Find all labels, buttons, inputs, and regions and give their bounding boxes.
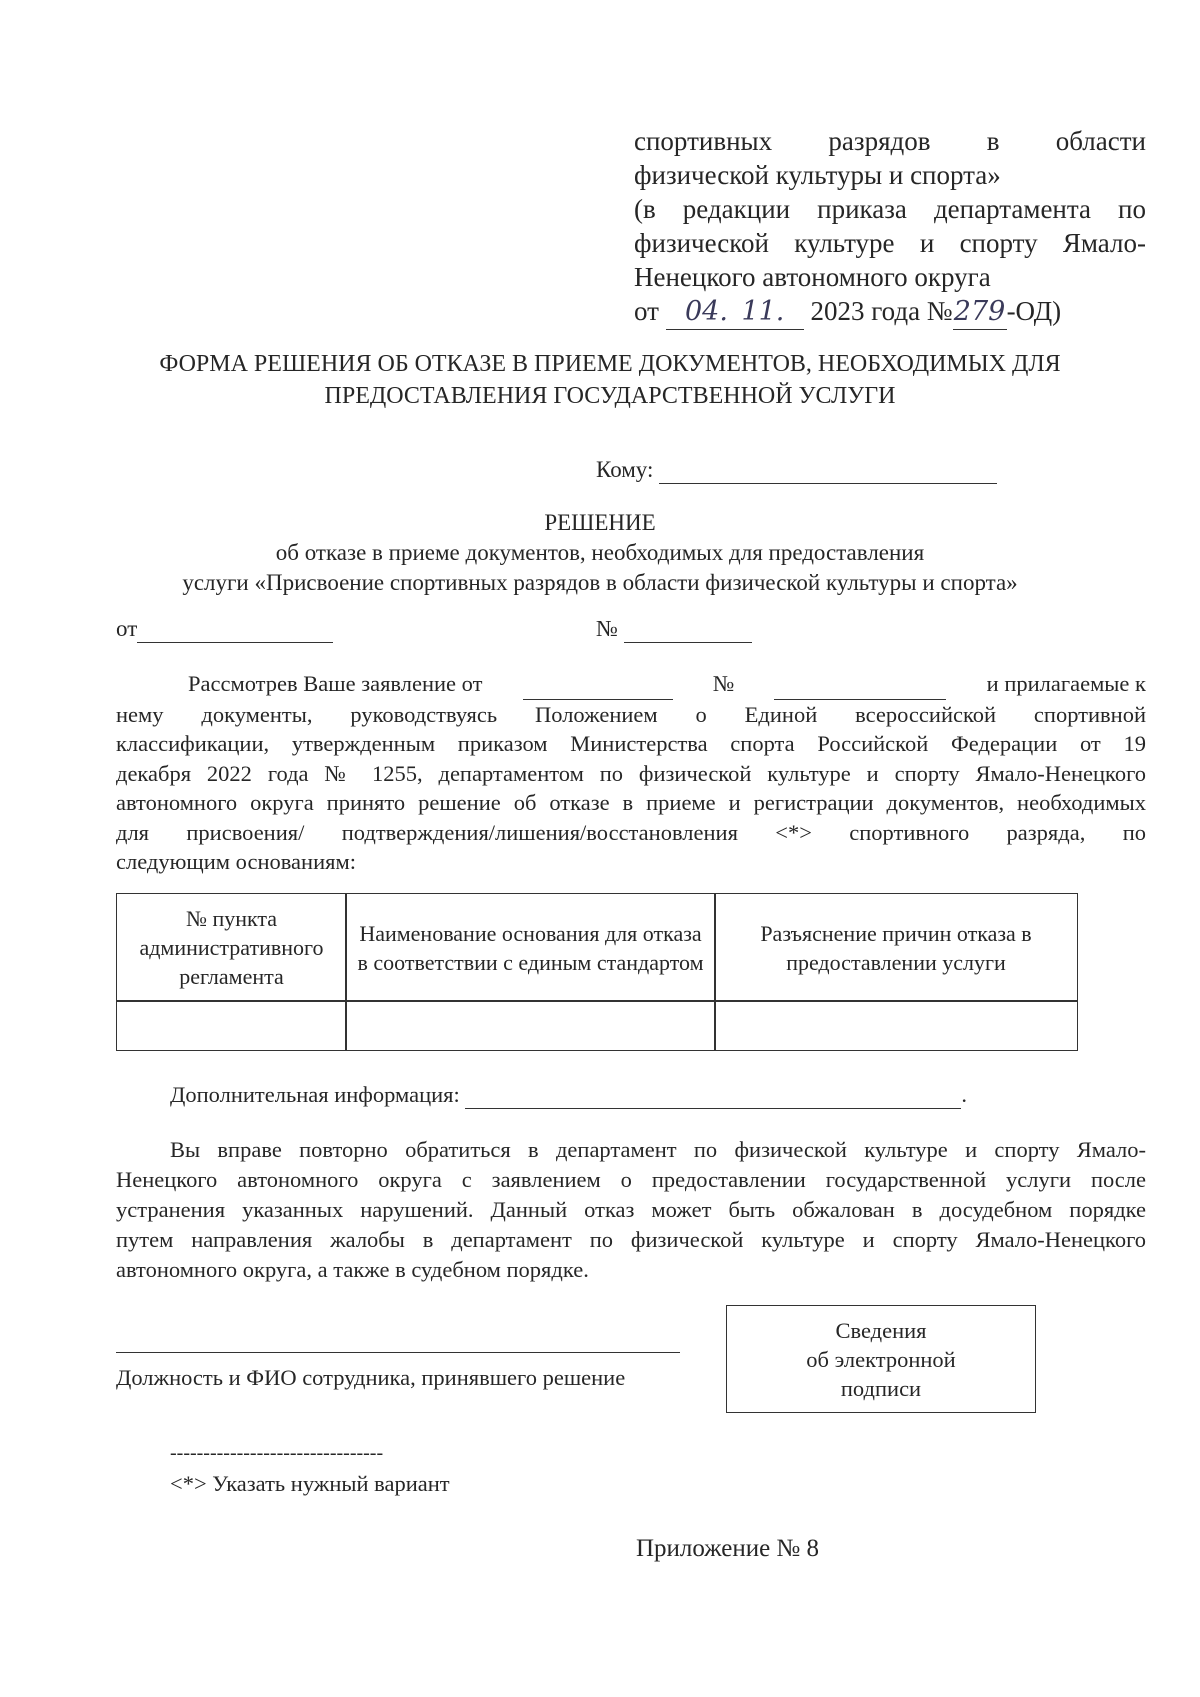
appeal-line: Вы вправе повторно обратиться в департамент по физической культуре и спорту Ямало-: [170, 1137, 1146, 1162]
footnote-separator: --------------------------------: [170, 1442, 384, 1464]
header-line: физической культуры и спорта»: [634, 160, 1001, 190]
additional-info-row: Дополнительная информация: .: [170, 1082, 968, 1107]
table-header-cell: Разъяснение причин отказа в предоставлении услуги: [760, 920, 1032, 975]
appeal-line: автономного округа, а также в судебном порядке.: [116, 1257, 589, 1282]
body-line: нему документы, руководствуясь Положением о Единой всероссийской спортивной: [116, 701, 1146, 727]
table-header-cell: Наименование основания для отказа в соответствии с единым стандартом: [357, 920, 704, 975]
header-line: (в редакции приказа департамента по: [634, 194, 1146, 224]
decision-number-row: №: [596, 616, 752, 643]
body-line: следующим основаниям:: [116, 849, 356, 874]
appeal-line: Ненецкого автономного округа с заявлением о предоставлении государственной услуги после: [116, 1167, 1146, 1192]
header-line: Ненецкого автономного округа: [634, 262, 991, 292]
additional-info-field: [465, 1082, 961, 1109]
recipient-field: [659, 457, 997, 484]
appeal-line: путем направления жалобы в департамент по физической культуре и спорту Ямало-Ненецкого: [116, 1227, 1146, 1252]
recipient-row: Кому:: [596, 457, 997, 484]
appeal-paragraph: [116, 1135, 1146, 1285]
table-cell: [715, 1002, 1077, 1050]
decision-heading: РЕШЕНИЕ об отказе в приеме документов, необходимых для предоставления услуги «Присвоение спортивных разрядов в области физической культуры и спорта»: [100, 508, 1100, 598]
refusal-table: [116, 893, 1078, 1051]
body-line: классификации, утвержденным приказом Министерства спорта Российской Федерации от 19: [116, 731, 1146, 756]
body-first-line: Рассмотрев Ваше заявление от № и прилагаемые к: [116, 669, 1146, 700]
table-header-cell: № пункта административного регламента: [139, 906, 324, 989]
table-cell: [346, 1002, 715, 1050]
decision-number-field: [624, 616, 752, 643]
body-line: для присвоения/ подтверждения/лишения/восстановления <*> спортивного разряда, по: [116, 819, 1146, 845]
header-line: физической культуре и спорту Ямало-: [634, 228, 1146, 258]
appendix-label: Приложение № 8: [636, 1535, 820, 1562]
header-line: спортивных разрядов в области: [634, 126, 1146, 156]
header-block: [634, 124, 1146, 330]
esign-box: Сведения об электронной подписи: [726, 1305, 1036, 1413]
body-paragraph: [116, 669, 1146, 877]
decision-title: РЕШЕНИЕ: [544, 510, 656, 535]
header-date-line: от 04. 11. 2023 года №279-ОД): [634, 294, 1146, 330]
appeal-line: устранения указанных нарушений. Данный отказ может быть обжалован в досудебном порядке: [116, 1197, 1146, 1222]
body-line: автономного округа принято решение об отказе в приеме и регистрации документов, необходимых: [116, 790, 1146, 815]
decision-date-row: от: [116, 616, 333, 643]
form-title: ФОРМА РЕШЕНИЯ ОБ ОТКАЗЕ В ПРИЕМЕ ДОКУМЕНТОВ, НЕОБХОДИМЫХ ДЛЯ ПРЕДОСТАВЛЕНИЯ ГОСУДАРСТВЕННОЙ УСЛУГИ: [159, 351, 1061, 409]
footnote-text: <*> Указать нужный вариант: [170, 1471, 450, 1496]
order-date: 04. 11.: [666, 294, 804, 330]
table-cell: [117, 1002, 346, 1050]
signature-line: [116, 1352, 680, 1353]
decision-date-field: [137, 616, 333, 643]
body-line: декабря 2022 года № 1255, департаментом по физической культуре и спорту Ямало-Ненецкого: [116, 760, 1146, 786]
signature-caption: Должность и ФИО сотрудника, принявшего решение: [116, 1365, 626, 1390]
order-number: 279: [953, 294, 1007, 330]
